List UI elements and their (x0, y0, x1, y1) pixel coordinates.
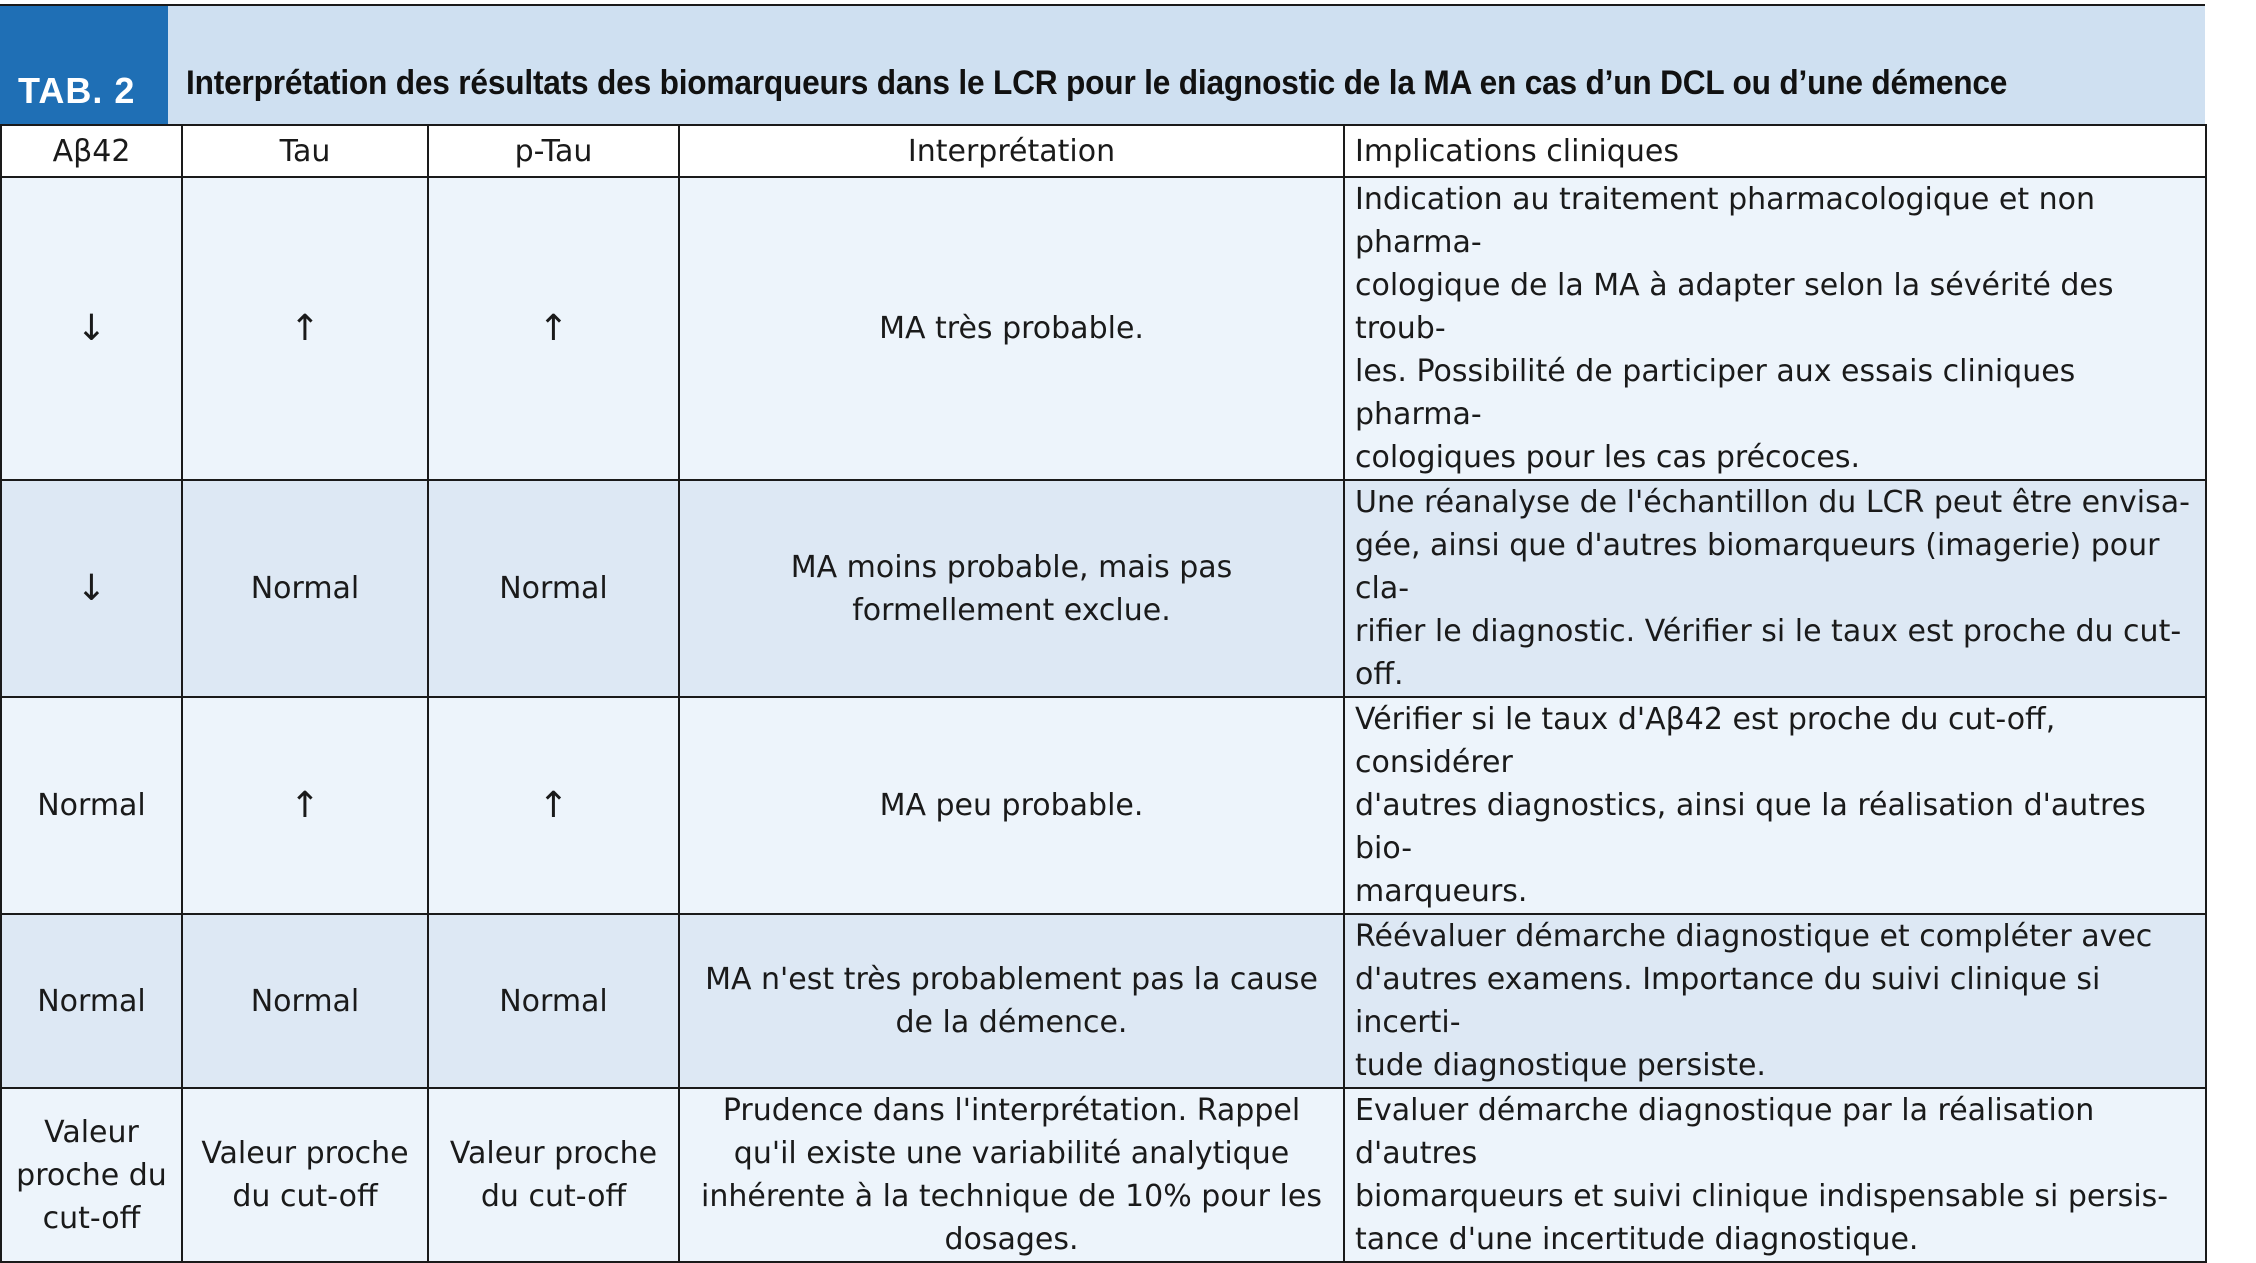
implications-line: d'autres diagnostics, ainsi que la réalisation d'autres bio- (1355, 788, 2146, 866)
cell-tau: Normal (182, 914, 428, 1088)
column-header-interpretation: Interprétation (679, 125, 1344, 177)
implications-line: Réévaluer démarche diagnostique et compléter avec (1355, 919, 2153, 954)
implications-line: cologiques pour les cas précoces. (1355, 440, 1861, 475)
implications-line: Evaluer démarche diagnostique par la réalisation d'autres (1355, 1093, 2095, 1171)
cell-abeta42: ↓ (1, 480, 182, 697)
cell-abeta42: Valeur proche du cut-off (1, 1088, 182, 1262)
cell-interpretation: MA n'est très probablement pas la cause de la démence. (679, 914, 1344, 1088)
cell-tau: Valeur proche du cut-off (182, 1088, 428, 1262)
cell-implications (1344, 177, 2206, 480)
implications-line: gée, ainsi que d'autres biomarqueurs (imagerie) pour cla- (1355, 528, 2160, 606)
table-row (1, 914, 2206, 1088)
cell-interpretation: MA peu probable. (679, 697, 1344, 914)
cell-abeta42: Normal (1, 697, 182, 914)
implications-line: marqueurs. (1355, 874, 1528, 909)
implications-line: tude diagnostique persiste. (1355, 1048, 1766, 1083)
table-row (1, 177, 2206, 480)
table-title: Interprétation des résultats des biomarqueurs dans le LCR pour le diagnostic de la MA en cas d’un DCL ou d’une démence (186, 64, 2008, 102)
implications-line: tance d'une incertitude diagnostique. (1355, 1222, 1919, 1257)
table-row (1, 697, 2206, 914)
cell-ptau: Valeur proche du cut-off (428, 1088, 679, 1262)
cell-ptau: Normal (428, 480, 679, 697)
column-header-tau: Tau (182, 125, 428, 177)
cell-ptau: ↑ (428, 697, 679, 914)
cell-interpretation: Prudence dans l'interprétation. Rappel qu'il existe une variabilité analytique inhérente à la technique de 10% pour les dosages. (679, 1088, 1344, 1262)
cell-tau: ↑ (182, 697, 428, 914)
cell-ptau: Normal (428, 914, 679, 1088)
cell-interpretation: MA très probable. (679, 177, 1344, 480)
cell-implications (1344, 697, 2206, 914)
implications-line: d'autres examens. Importance du suivi clinique si incerti- (1355, 962, 2101, 1040)
cell-abeta42: Normal (1, 914, 182, 1088)
cell-abeta42: ↓ (1, 177, 182, 480)
table-row (1, 480, 2206, 697)
cell-tau: ↑ (182, 177, 428, 480)
column-header-abeta42: Aβ42 (1, 125, 182, 177)
cell-tau: Normal (182, 480, 428, 697)
table-number-label: TAB. 2 (0, 6, 168, 124)
column-header-ptau: p-Tau (428, 125, 679, 177)
implications-line: Une réanalyse de l'échantillon du LCR peut être envisa- (1355, 485, 2190, 520)
cell-interpretation: MA moins probable, mais pas formellement exclue. (679, 480, 1344, 697)
table-row (1, 1088, 2206, 1262)
column-header-implications: Implications cliniques (1344, 125, 2206, 177)
implications-line: Indication au traitement pharmacologique et non pharma- (1355, 182, 2096, 260)
implications-line: Vérifier si le taux d'Aβ42 est proche du cut-off, considérer (1355, 702, 2056, 780)
cell-implications (1344, 480, 2206, 697)
implications-line: rifier le diagnostic. Vérifier si le taux est proche du cut-off. (1355, 614, 2182, 692)
cell-ptau: ↑ (428, 177, 679, 480)
implications-line: les. Possibilité de participer aux essais cliniques pharma- (1355, 354, 2076, 432)
cell-implications (1344, 1088, 2206, 1262)
table-header-banner (0, 6, 2205, 124)
implications-line: biomarqueurs et suivi clinique indispensable si persis- (1355, 1179, 2169, 1214)
biomarker-table (0, 124, 2207, 1263)
table-header-row (1, 125, 2206, 177)
implications-line: cologique de la MA à adapter selon la sévérité des troub- (1355, 268, 2114, 346)
cell-implications (1344, 914, 2206, 1088)
